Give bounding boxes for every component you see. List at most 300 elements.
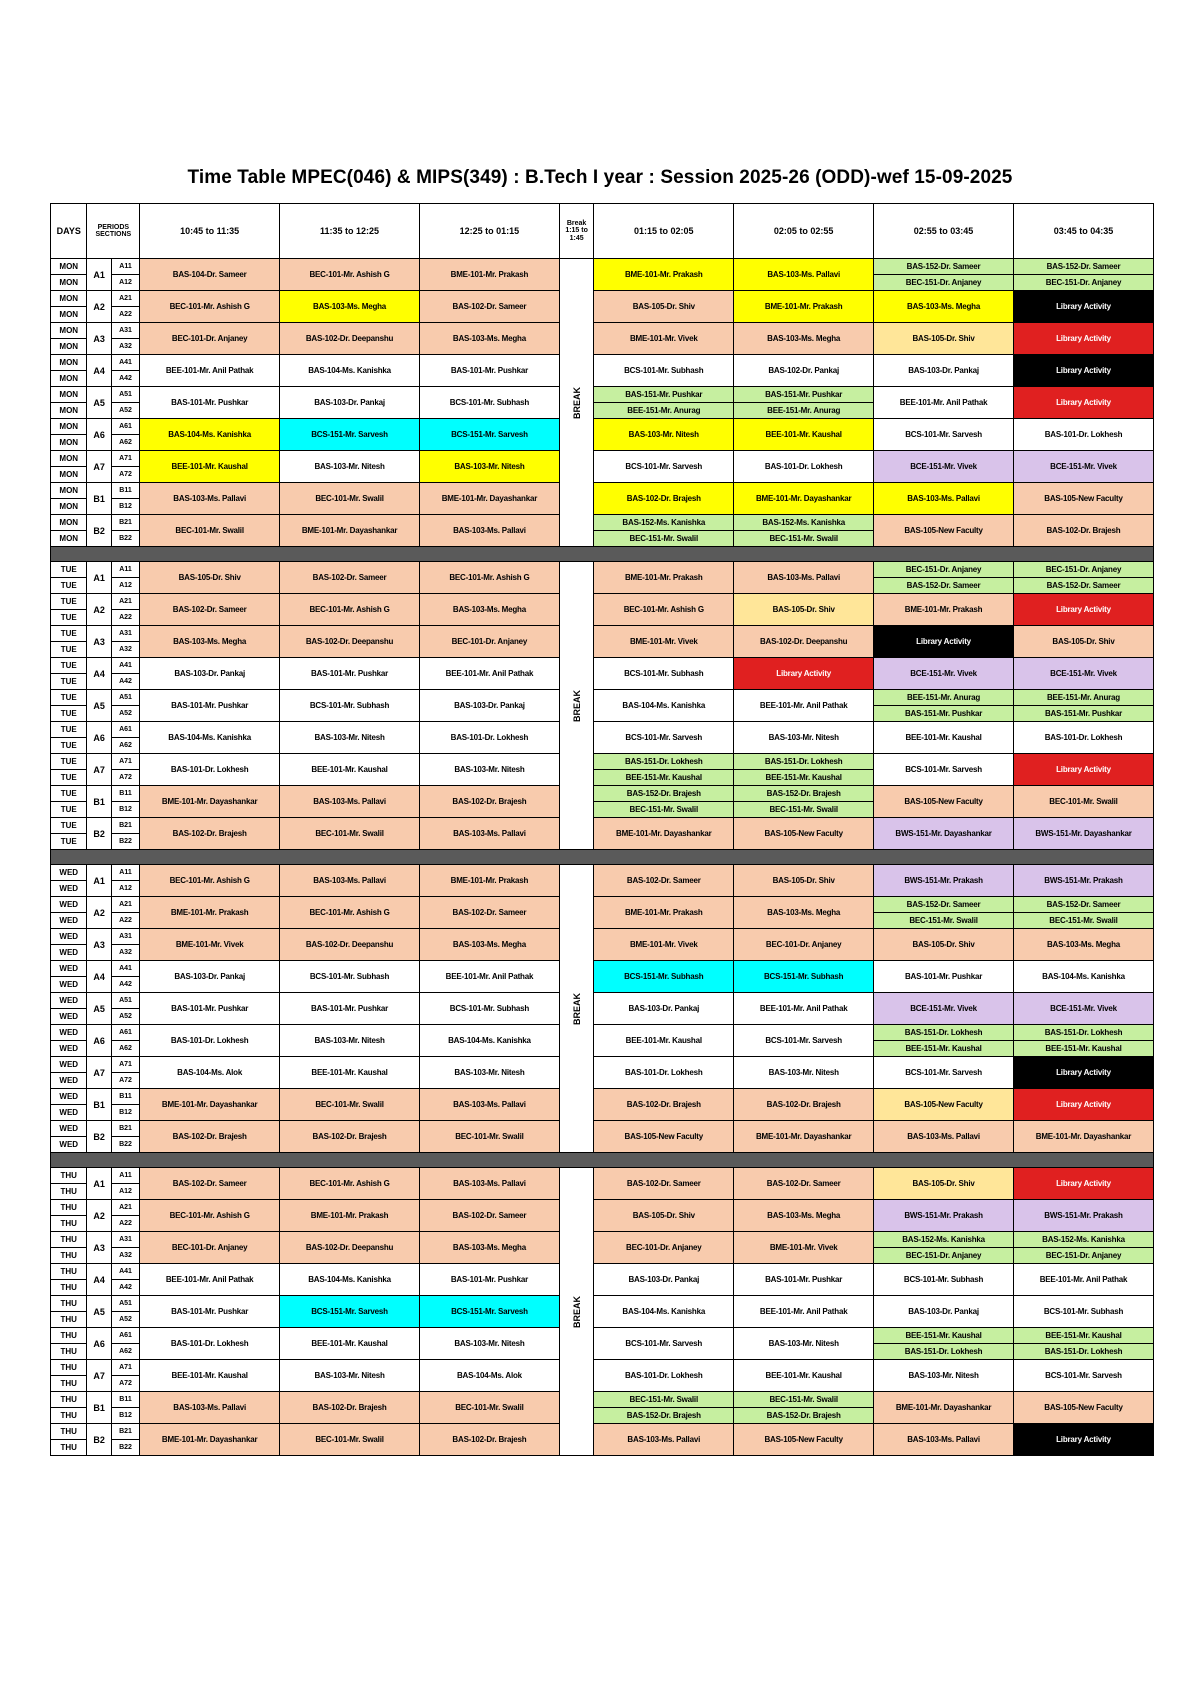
table-row — [51, 355, 1154, 371]
subsection-label: A21 — [111, 594, 139, 610]
subsection-label: A52 — [111, 1312, 139, 1328]
class-cell: BCS-101-Mr. Sarvesh — [874, 1057, 1014, 1089]
class-cell: BCS-101-Mr. Sarvesh — [594, 1328, 734, 1360]
class-cell: BAS-101-Mr. Pushkar — [734, 1264, 874, 1296]
subsection-label: A11 — [111, 259, 139, 275]
section-label: A1 — [87, 562, 111, 594]
day-label: TUE — [51, 610, 87, 626]
section-label: A6 — [87, 1025, 111, 1057]
timetable — [50, 203, 1154, 1456]
class-cell: BEE-101-Mr. Anil Pathak — [419, 961, 559, 993]
class-cell: BAS-152-Dr. Brajesh — [734, 1408, 874, 1424]
class-cell: BEC-101-Mr. Ashish G — [280, 897, 420, 929]
day-separator — [51, 1153, 1154, 1168]
section-label: A6 — [87, 722, 111, 754]
class-cell: BAS-104-Ms. Kanishka — [140, 722, 280, 754]
day-label: TUE — [51, 658, 87, 674]
class-cell: BME-101-Mr. Prakash — [734, 291, 874, 323]
subsection-label: B12 — [111, 1105, 139, 1121]
subsection-label: A12 — [111, 881, 139, 897]
day-label: THU — [51, 1440, 87, 1456]
separator-bar — [51, 1153, 1154, 1168]
day-label: MON — [51, 467, 87, 483]
day-label: TUE — [51, 738, 87, 754]
class-cell: BAS-103-Ms. Megha — [280, 291, 420, 323]
class-cell: BEC-101-Mr. Ashish G — [140, 291, 280, 323]
class-cell: BAS-103-Dr. Pankaj — [140, 961, 280, 993]
day-label: MON — [51, 515, 87, 531]
day-label: WED — [51, 929, 87, 945]
class-cell: BCS-101-Mr. Sarvesh — [874, 754, 1014, 786]
class-cell: BAS-103-Dr. Pankaj — [594, 993, 734, 1025]
class-cell: BAS-105-Dr. Shiv — [140, 562, 280, 594]
class-cell: BAS-103-Dr. Pankaj — [874, 355, 1014, 387]
day-label: TUE — [51, 706, 87, 722]
day-label: WED — [51, 1137, 87, 1153]
table-row — [51, 483, 1154, 499]
break-column — [559, 259, 593, 547]
class-cell: BWS-151-Mr. Prakash — [1014, 1200, 1154, 1232]
subsection-label: A61 — [111, 1328, 139, 1344]
day-label: WED — [51, 1025, 87, 1041]
day-label: WED — [51, 881, 87, 897]
day-label: MON — [51, 275, 87, 291]
class-cell: BAS-152-Dr. Sameer — [1014, 259, 1154, 275]
class-cell: BAS-103-Mr. Nitesh — [419, 1328, 559, 1360]
class-cell: BEC-151-Dr. Anjaney — [874, 1248, 1014, 1264]
class-cell: BEC-151-Dr. Anjaney — [1014, 562, 1154, 578]
section-label: A3 — [87, 323, 111, 355]
subsection-label: B12 — [111, 802, 139, 818]
class-cell: BAS-152-Ms. Kanishka — [734, 515, 874, 531]
class-cell: BAS-104-Ms. Kanishka — [419, 1025, 559, 1057]
subsection-label: A62 — [111, 1041, 139, 1057]
class-cell: Library Activity — [734, 658, 874, 690]
class-cell: BME-101-Mr. Prakash — [140, 897, 280, 929]
section-label: A2 — [87, 594, 111, 626]
class-cell: BAS-103-Ms. Megha — [1014, 929, 1154, 961]
class-cell: BEE-151-Mr. Anurag — [1014, 690, 1154, 706]
section-label: A3 — [87, 1232, 111, 1264]
subsection-label: A42 — [111, 674, 139, 690]
day-separator — [51, 547, 1154, 562]
class-cell: BEC-151-Dr. Anjaney — [874, 275, 1014, 291]
day-label: MON — [51, 291, 87, 307]
class-cell: BCS-151-Mr. Sarvesh — [419, 1296, 559, 1328]
class-cell: BAS-151-Mr. Pushkar — [874, 706, 1014, 722]
class-cell: BME-101-Mr. Prakash — [874, 594, 1014, 626]
class-cell: BAS-101-Mr. Pushkar — [140, 1296, 280, 1328]
subsection-label: A71 — [111, 1057, 139, 1073]
class-cell: BEC-101-Dr. Anjaney — [594, 1232, 734, 1264]
section-label: B2 — [87, 818, 111, 850]
class-cell: BCE-151-Mr. Vivek — [1014, 993, 1154, 1025]
class-cell: BEE-151-Mr. Anurag — [594, 403, 734, 419]
class-cell: BME-101-Mr. Dayashankar — [734, 483, 874, 515]
day-label: THU — [51, 1328, 87, 1344]
class-cell: BAS-103-Mr. Nitesh — [419, 451, 559, 483]
day-label: WED — [51, 1089, 87, 1105]
section-label: A1 — [87, 865, 111, 897]
class-cell: BAS-105-Dr. Shiv — [874, 1168, 1014, 1200]
day-label: THU — [51, 1408, 87, 1424]
page-title: Time Table MPEC(046) & MIPS(349) : B.Tech I year : Session 2025-26 (ODD)-wef 15-09-2025 — [187, 167, 1013, 188]
class-cell: BAS-102-Dr. Brajesh — [280, 1392, 420, 1424]
class-cell: BME-101-Mr. Prakash — [280, 1200, 420, 1232]
time-header: 02:55 to 03:45 — [874, 204, 1014, 259]
section-label: A2 — [87, 1200, 111, 1232]
class-cell: BAS-151-Dr. Lokhesh — [1014, 1025, 1154, 1041]
class-cell: Library Activity — [1014, 323, 1154, 355]
subsection-label: A22 — [111, 913, 139, 929]
class-cell: BEE-101-Mr. Kaushal — [280, 1328, 420, 1360]
class-cell: BEC-101-Mr. Ashish G — [594, 594, 734, 626]
class-cell: BCS-101-Mr. Subhash — [280, 690, 420, 722]
class-cell: BAS-152-Ms. Kanishka — [1014, 1232, 1154, 1248]
class-cell: BAS-103-Ms. Pallavi — [419, 1089, 559, 1121]
section-label: A1 — [87, 1168, 111, 1200]
class-cell: Library Activity — [1014, 1424, 1154, 1456]
day-label: WED — [51, 1041, 87, 1057]
class-cell: BME-101-Mr. Dayashankar — [594, 818, 734, 850]
table-row — [51, 291, 1154, 307]
class-cell: BME-101-Mr. Prakash — [419, 259, 559, 291]
subsection-label: A21 — [111, 1200, 139, 1216]
class-cell: BEE-151-Mr. Kaushal — [734, 770, 874, 786]
class-cell: BAS-105-Dr. Shiv — [1014, 626, 1154, 658]
class-cell: BEC-101-Mr. Swalil — [1014, 786, 1154, 818]
section-label: A5 — [87, 993, 111, 1025]
subsection-label: A41 — [111, 1264, 139, 1280]
class-cell: BME-101-Mr. Prakash — [419, 865, 559, 897]
class-cell: BEE-101-Mr. Anil Pathak — [140, 1264, 280, 1296]
day-label: TUE — [51, 786, 87, 802]
class-cell: BAS-102-Dr. Sameer — [140, 594, 280, 626]
subsection-label: A22 — [111, 610, 139, 626]
class-cell: BCE-151-Mr. Vivek — [1014, 658, 1154, 690]
subsection-label: B21 — [111, 1121, 139, 1137]
day-label: WED — [51, 897, 87, 913]
class-cell: BEC-151-Mr. Swalil — [594, 802, 734, 818]
class-cell: BAS-102-Dr. Brajesh — [1014, 515, 1154, 547]
subsection-label: A61 — [111, 1025, 139, 1041]
class-cell: BAS-152-Dr. Brajesh — [594, 786, 734, 802]
subsection-label: B21 — [111, 515, 139, 531]
class-cell: BAS-101-Mr. Pushkar — [419, 1264, 559, 1296]
class-cell: BAS-102-Dr. Sameer — [734, 1168, 874, 1200]
class-cell: BEE-101-Mr. Kaushal — [280, 754, 420, 786]
table-row — [51, 1089, 1154, 1105]
class-cell: BAS-102-Dr. Brajesh — [594, 483, 734, 515]
day-label: THU — [51, 1392, 87, 1408]
time-header: 11:35 to 12:25 — [280, 204, 420, 259]
class-cell: BWS-151-Mr. Prakash — [874, 865, 1014, 897]
time-header: 01:15 to 02:05 — [594, 204, 734, 259]
class-cell: BAS-101-Dr. Lokhesh — [734, 451, 874, 483]
class-cell: BAS-105-Dr. Shiv — [874, 323, 1014, 355]
day-label: MON — [51, 419, 87, 435]
class-cell: BAS-151-Dr. Lokhesh — [874, 1344, 1014, 1360]
class-cell: BAS-101-Dr. Lokhesh — [594, 1057, 734, 1089]
break-label: BREAK — [571, 1295, 582, 1328]
subsection-label: A31 — [111, 323, 139, 339]
table-row — [51, 1424, 1154, 1440]
day-label: WED — [51, 961, 87, 977]
table-row — [51, 1360, 1154, 1376]
class-cell: BME-101-Mr. Dayashankar — [419, 483, 559, 515]
subsection-label: A32 — [111, 642, 139, 658]
day-label: MON — [51, 531, 87, 547]
day-label: WED — [51, 977, 87, 993]
table-row — [51, 626, 1154, 642]
section-label: A1 — [87, 259, 111, 291]
day-label: WED — [51, 1105, 87, 1121]
section-label: B2 — [87, 1424, 111, 1456]
class-cell: BEC-101-Mr. Swalil — [280, 1089, 420, 1121]
class-cell: BEE-101-Mr. Anil Pathak — [1014, 1264, 1154, 1296]
break-header: Break 1:15 to 1:45 — [559, 204, 593, 259]
class-cell: BCS-101-Mr. Subhash — [419, 993, 559, 1025]
day-label: THU — [51, 1280, 87, 1296]
table-row — [51, 1232, 1154, 1248]
class-cell: BEC-101-Mr. Ashish G — [140, 865, 280, 897]
subsection-label: B11 — [111, 1089, 139, 1105]
subsection-label: B22 — [111, 1137, 139, 1153]
day-label: THU — [51, 1376, 87, 1392]
subsection-label: B21 — [111, 818, 139, 834]
class-cell: BAS-102-Dr. Brajesh — [280, 1121, 420, 1153]
class-cell: BAS-101-Dr. Lokhesh — [419, 722, 559, 754]
class-cell: BAS-103-Mr. Nitesh — [594, 419, 734, 451]
subsection-label: A62 — [111, 435, 139, 451]
class-cell: BAS-103-Mr. Nitesh — [280, 1025, 420, 1057]
class-cell: BCS-101-Mr. Sarvesh — [874, 419, 1014, 451]
section-label: B1 — [87, 1392, 111, 1424]
class-cell: BAS-103-Mr. Nitesh — [734, 1057, 874, 1089]
subsection-label: A62 — [111, 1344, 139, 1360]
class-cell: BAS-101-Mr. Pushkar — [280, 993, 420, 1025]
class-cell: BAS-105-New Faculty — [734, 1424, 874, 1456]
class-cell: BWS-151-Mr. Prakash — [874, 1200, 1014, 1232]
class-cell: BAS-103-Mr. Nitesh — [280, 722, 420, 754]
class-cell: BAS-102-Dr. Deepanshu — [734, 626, 874, 658]
class-cell: BEC-101-Mr. Swalil — [280, 483, 420, 515]
class-cell: BEC-101-Dr. Anjaney — [140, 1232, 280, 1264]
class-cell: BAS-103-Ms. Pallavi — [874, 1121, 1014, 1153]
class-cell: BAS-105-Dr. Shiv — [594, 291, 734, 323]
class-cell: BCS-101-Mr. Sarvesh — [594, 722, 734, 754]
class-cell: BAS-104-Ms. Kanishka — [1014, 961, 1154, 993]
table-row — [51, 515, 1154, 531]
class-cell: Library Activity — [1014, 1089, 1154, 1121]
table-row — [51, 897, 1154, 913]
day-label: TUE — [51, 626, 87, 642]
class-cell: Library Activity — [874, 626, 1014, 658]
section-label: A4 — [87, 355, 111, 387]
day-separator — [51, 850, 1154, 865]
days-header: DAYS — [51, 204, 87, 259]
class-cell: BAS-105-New Faculty — [594, 1121, 734, 1153]
day-label: TUE — [51, 642, 87, 658]
class-cell: BEC-151-Mr. Swalil — [594, 531, 734, 547]
class-cell: BME-101-Mr. Prakash — [594, 259, 734, 291]
class-cell: BAS-103-Ms. Pallavi — [280, 865, 420, 897]
day-label: TUE — [51, 770, 87, 786]
day-label: TUE — [51, 674, 87, 690]
class-cell: BCS-101-Mr. Subhash — [594, 355, 734, 387]
class-cell: BCS-151-Mr. Sarvesh — [280, 1296, 420, 1328]
class-cell: BCS-101-Mr. Sarvesh — [734, 1025, 874, 1057]
class-cell: BAS-152-Dr. Brajesh — [594, 1408, 734, 1424]
class-cell: BAS-151-Dr. Lokhesh — [1014, 1344, 1154, 1360]
class-cell: BAS-101-Dr. Lokhesh — [140, 1025, 280, 1057]
day-label: WED — [51, 1073, 87, 1089]
break-label: BREAK — [571, 992, 582, 1025]
subsection-label: A21 — [111, 897, 139, 913]
time-header: 02:05 to 02:55 — [734, 204, 874, 259]
class-cell: BAS-103-Ms. Pallavi — [419, 1168, 559, 1200]
day-label: THU — [51, 1232, 87, 1248]
day-label: THU — [51, 1200, 87, 1216]
class-cell: BEE-101-Mr. Anil Pathak — [140, 355, 280, 387]
class-cell: BAS-103-Mr. Nitesh — [734, 722, 874, 754]
class-cell: BEE-101-Mr. Kaushal — [594, 1025, 734, 1057]
day-label: MON — [51, 371, 87, 387]
table-row — [51, 594, 1154, 610]
class-cell: BEC-151-Mr. Swalil — [594, 1392, 734, 1408]
subsection-label: A31 — [111, 1232, 139, 1248]
class-cell: BAS-103-Dr. Pankaj — [594, 1264, 734, 1296]
class-cell: BAS-103-Dr. Pankaj — [419, 690, 559, 722]
header-row — [51, 204, 1154, 259]
class-cell: BEC-101-Dr. Anjaney — [140, 323, 280, 355]
class-cell: BEE-101-Mr. Kaushal — [280, 1057, 420, 1089]
class-cell: BAS-103-Ms. Megha — [734, 323, 874, 355]
class-cell: BAS-103-Dr. Pankaj — [280, 387, 420, 419]
class-cell: BAS-103-Mr. Nitesh — [280, 1360, 420, 1392]
class-cell: BEE-151-Mr. Anurag — [734, 403, 874, 419]
class-cell: BAS-151-Dr. Lokhesh — [594, 754, 734, 770]
section-label: A5 — [87, 387, 111, 419]
class-cell: BAS-102-Dr. Deepanshu — [280, 323, 420, 355]
subsection-label: A71 — [111, 451, 139, 467]
class-cell: BAS-104-Ms. Alok — [140, 1057, 280, 1089]
subsection-label: A62 — [111, 738, 139, 754]
day-label: MON — [51, 355, 87, 371]
subsection-label: A22 — [111, 307, 139, 323]
class-cell: BME-101-Mr. Vivek — [594, 626, 734, 658]
class-cell: BAS-101-Mr. Pushkar — [874, 961, 1014, 993]
class-cell: Library Activity — [1014, 1168, 1154, 1200]
class-cell: BEE-101-Mr. Anil Pathak — [734, 690, 874, 722]
subsection-label: A61 — [111, 722, 139, 738]
subsection-label: A71 — [111, 754, 139, 770]
class-cell: BEC-151-Mr. Swalil — [734, 802, 874, 818]
table-row — [51, 961, 1154, 977]
day-label: MON — [51, 307, 87, 323]
section-label: A3 — [87, 626, 111, 658]
day-label: MON — [51, 339, 87, 355]
subsection-label: A72 — [111, 467, 139, 483]
subsection-label: B22 — [111, 834, 139, 850]
table-row — [51, 259, 1154, 275]
section-label: B2 — [87, 1121, 111, 1153]
subsection-label: A22 — [111, 1216, 139, 1232]
class-cell: BEE-151-Mr. Kaushal — [874, 1328, 1014, 1344]
class-cell: BEC-101-Mr. Swalil — [419, 1121, 559, 1153]
time-header: 03:45 to 04:35 — [1014, 204, 1154, 259]
subsection-label: A51 — [111, 387, 139, 403]
class-cell: BAS-103-Ms. Pallavi — [140, 1392, 280, 1424]
subsection-label: A31 — [111, 626, 139, 642]
day-label: TUE — [51, 594, 87, 610]
class-cell: BAS-103-Ms. Pallavi — [280, 786, 420, 818]
class-cell: BWS-151-Mr. Dayashankar — [1014, 818, 1154, 850]
class-cell: BEE-101-Mr. Anil Pathak — [734, 1296, 874, 1328]
class-cell: BAS-105-Dr. Shiv — [874, 929, 1014, 961]
class-cell: BEE-101-Mr. Kaushal — [734, 1360, 874, 1392]
table-row — [51, 1057, 1154, 1073]
table-row — [51, 818, 1154, 834]
class-cell: BAS-105-Dr. Shiv — [594, 1200, 734, 1232]
class-cell: BAS-152-Dr. Sameer — [874, 897, 1014, 913]
class-cell: BEC-101-Mr. Ashish G — [280, 594, 420, 626]
section-label: A5 — [87, 1296, 111, 1328]
class-cell: BAS-102-Dr. Sameer — [419, 291, 559, 323]
class-cell: BAS-152-Dr. Sameer — [874, 578, 1014, 594]
subsection-label: A32 — [111, 339, 139, 355]
section-label: A6 — [87, 1328, 111, 1360]
class-cell: BAS-101-Mr. Pushkar — [280, 658, 420, 690]
day-label: TUE — [51, 562, 87, 578]
class-cell: BEC-151-Dr. Anjaney — [874, 562, 1014, 578]
subsection-label: A51 — [111, 1296, 139, 1312]
class-cell: BCE-151-Mr. Vivek — [1014, 451, 1154, 483]
class-cell: BEE-151-Mr. Kaushal — [1014, 1328, 1154, 1344]
subsection-label: A42 — [111, 1280, 139, 1296]
section-label: A4 — [87, 1264, 111, 1296]
subsection-label: A11 — [111, 865, 139, 881]
class-cell: BEE-151-Mr. Kaushal — [594, 770, 734, 786]
class-cell: BME-101-Mr. Dayashankar — [874, 1392, 1014, 1424]
class-cell: BAS-103-Mr. Nitesh — [734, 1328, 874, 1360]
section-label: A7 — [87, 754, 111, 786]
class-cell: BAS-101-Mr. Pushkar — [140, 690, 280, 722]
table-row — [51, 451, 1154, 467]
class-cell: BEC-101-Mr. Swalil — [419, 1392, 559, 1424]
class-cell: BAS-102-Dr. Deepanshu — [280, 1232, 420, 1264]
class-cell: BEC-101-Mr. Ashish G — [280, 259, 420, 291]
class-cell: BAS-101-Dr. Lokhesh — [1014, 419, 1154, 451]
day-label: WED — [51, 865, 87, 881]
class-cell: BAS-103-Ms. Pallavi — [419, 515, 559, 547]
class-cell: BCS-151-Mr. Sarvesh — [419, 419, 559, 451]
class-cell: BME-101-Mr. Prakash — [594, 897, 734, 929]
class-cell: BAS-103-Ms. Pallavi — [734, 259, 874, 291]
class-cell: BAS-105-Dr. Shiv — [734, 865, 874, 897]
class-cell: BAS-151-Dr. Lokhesh — [874, 1025, 1014, 1041]
subsection-label: A12 — [111, 275, 139, 291]
day-label: THU — [51, 1264, 87, 1280]
class-cell: BAS-104-Ms. Kanishka — [594, 1296, 734, 1328]
section-label: B2 — [87, 515, 111, 547]
class-cell: BAS-151-Dr. Lokhesh — [734, 754, 874, 770]
class-cell: BME-101-Mr. Dayashankar — [734, 1121, 874, 1153]
class-cell: BCE-151-Mr. Vivek — [874, 451, 1014, 483]
section-label: A4 — [87, 658, 111, 690]
subsection-label: A42 — [111, 371, 139, 387]
class-cell: BAS-102-Dr. Brajesh — [140, 1121, 280, 1153]
